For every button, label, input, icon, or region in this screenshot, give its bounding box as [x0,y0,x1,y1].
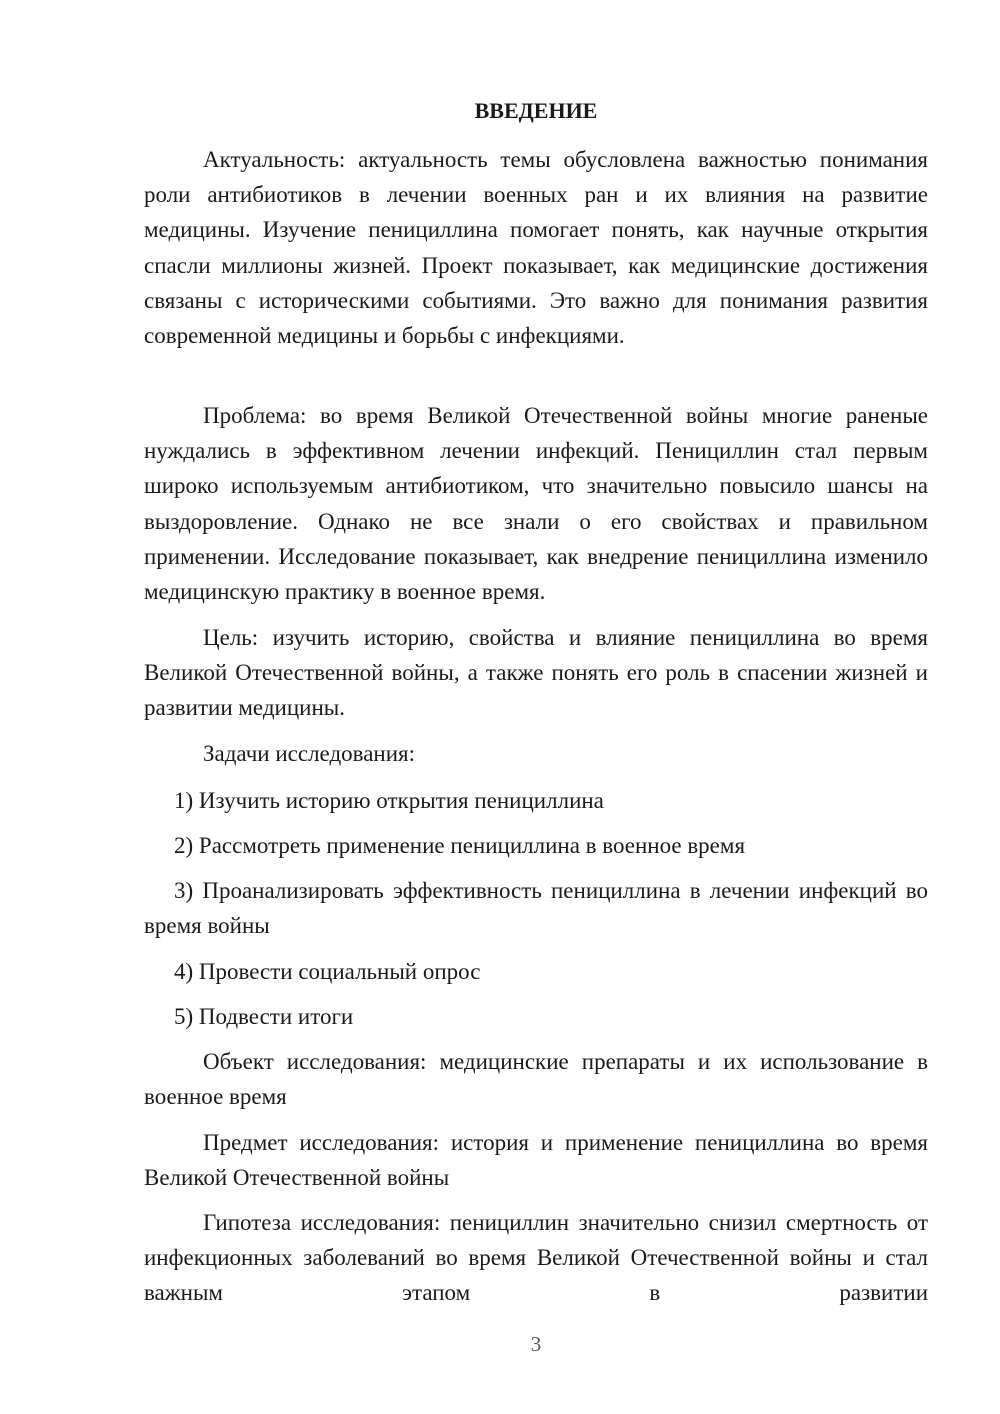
paragraph-hypothesis: Гипотеза исследования: пенициллин значительно снизил смертность от инфекционных заболеваний во время Великой Отечественной войны и стал важным этапом в развитии [144,1210,928,1306]
list-item-task-2: 2) Рассмотреть применение пенициллина в военное время [174,833,746,858]
page-heading: ВВЕДЕНИЕ [474,98,598,123]
paragraph-object: Объект исследования: медицинские препараты и их использование в военное время [144,1049,928,1110]
list-item-task-4: 4) Провести социальный опрос [174,959,481,984]
list-item-task-5: 5) Подвести итоги [174,1004,354,1029]
list-item-task-3: 3) Проанализировать эффективность пенициллина в лечении инфекций во время войны [144,878,928,939]
paragraph-goal: Цель: изучить историю, свойства и влияние пенициллина во время Великой Отечественной войны, а также понять его роль в спасении жизней и развитии медицины. [144,625,928,721]
page-number: 3 [530,1332,542,1356]
paragraph-subject: Предмет исследования: история и применение пенициллина во время Великой Отечественной войны [144,1130,928,1191]
tasks-heading: Задачи исследования: [203,741,416,766]
paragraph-relevance: Актуальность: актуальность темы обусловлена важностью понимания роли антибиотиков в лечении военных ран и их влияния на развитие медицины. Изучение пенициллина помогает понять, как научные открытия спасли миллионы жизней. Проект показывает, как медицинские достижения связаны с историческими событиями. Это важно для понимания развития современной медицины и борьбы с инфекциями. [144,147,928,349]
list-item-task-1: 1) Изучить историю открытия пенициллина [174,788,604,813]
paragraph-problem: Проблема: во время Великой Отечественной войны многие раненые нуждались в эффективном лечении инфекций. Пенициллин стал первым широко используемым антибиотиком, что значительно повысило шансы на выздоровление. Однако не все знали о его свойствах и правильном применении. Исследование показывает, как внедрение пенициллина изменило медицинскую практику в военное время. [144,403,928,605]
